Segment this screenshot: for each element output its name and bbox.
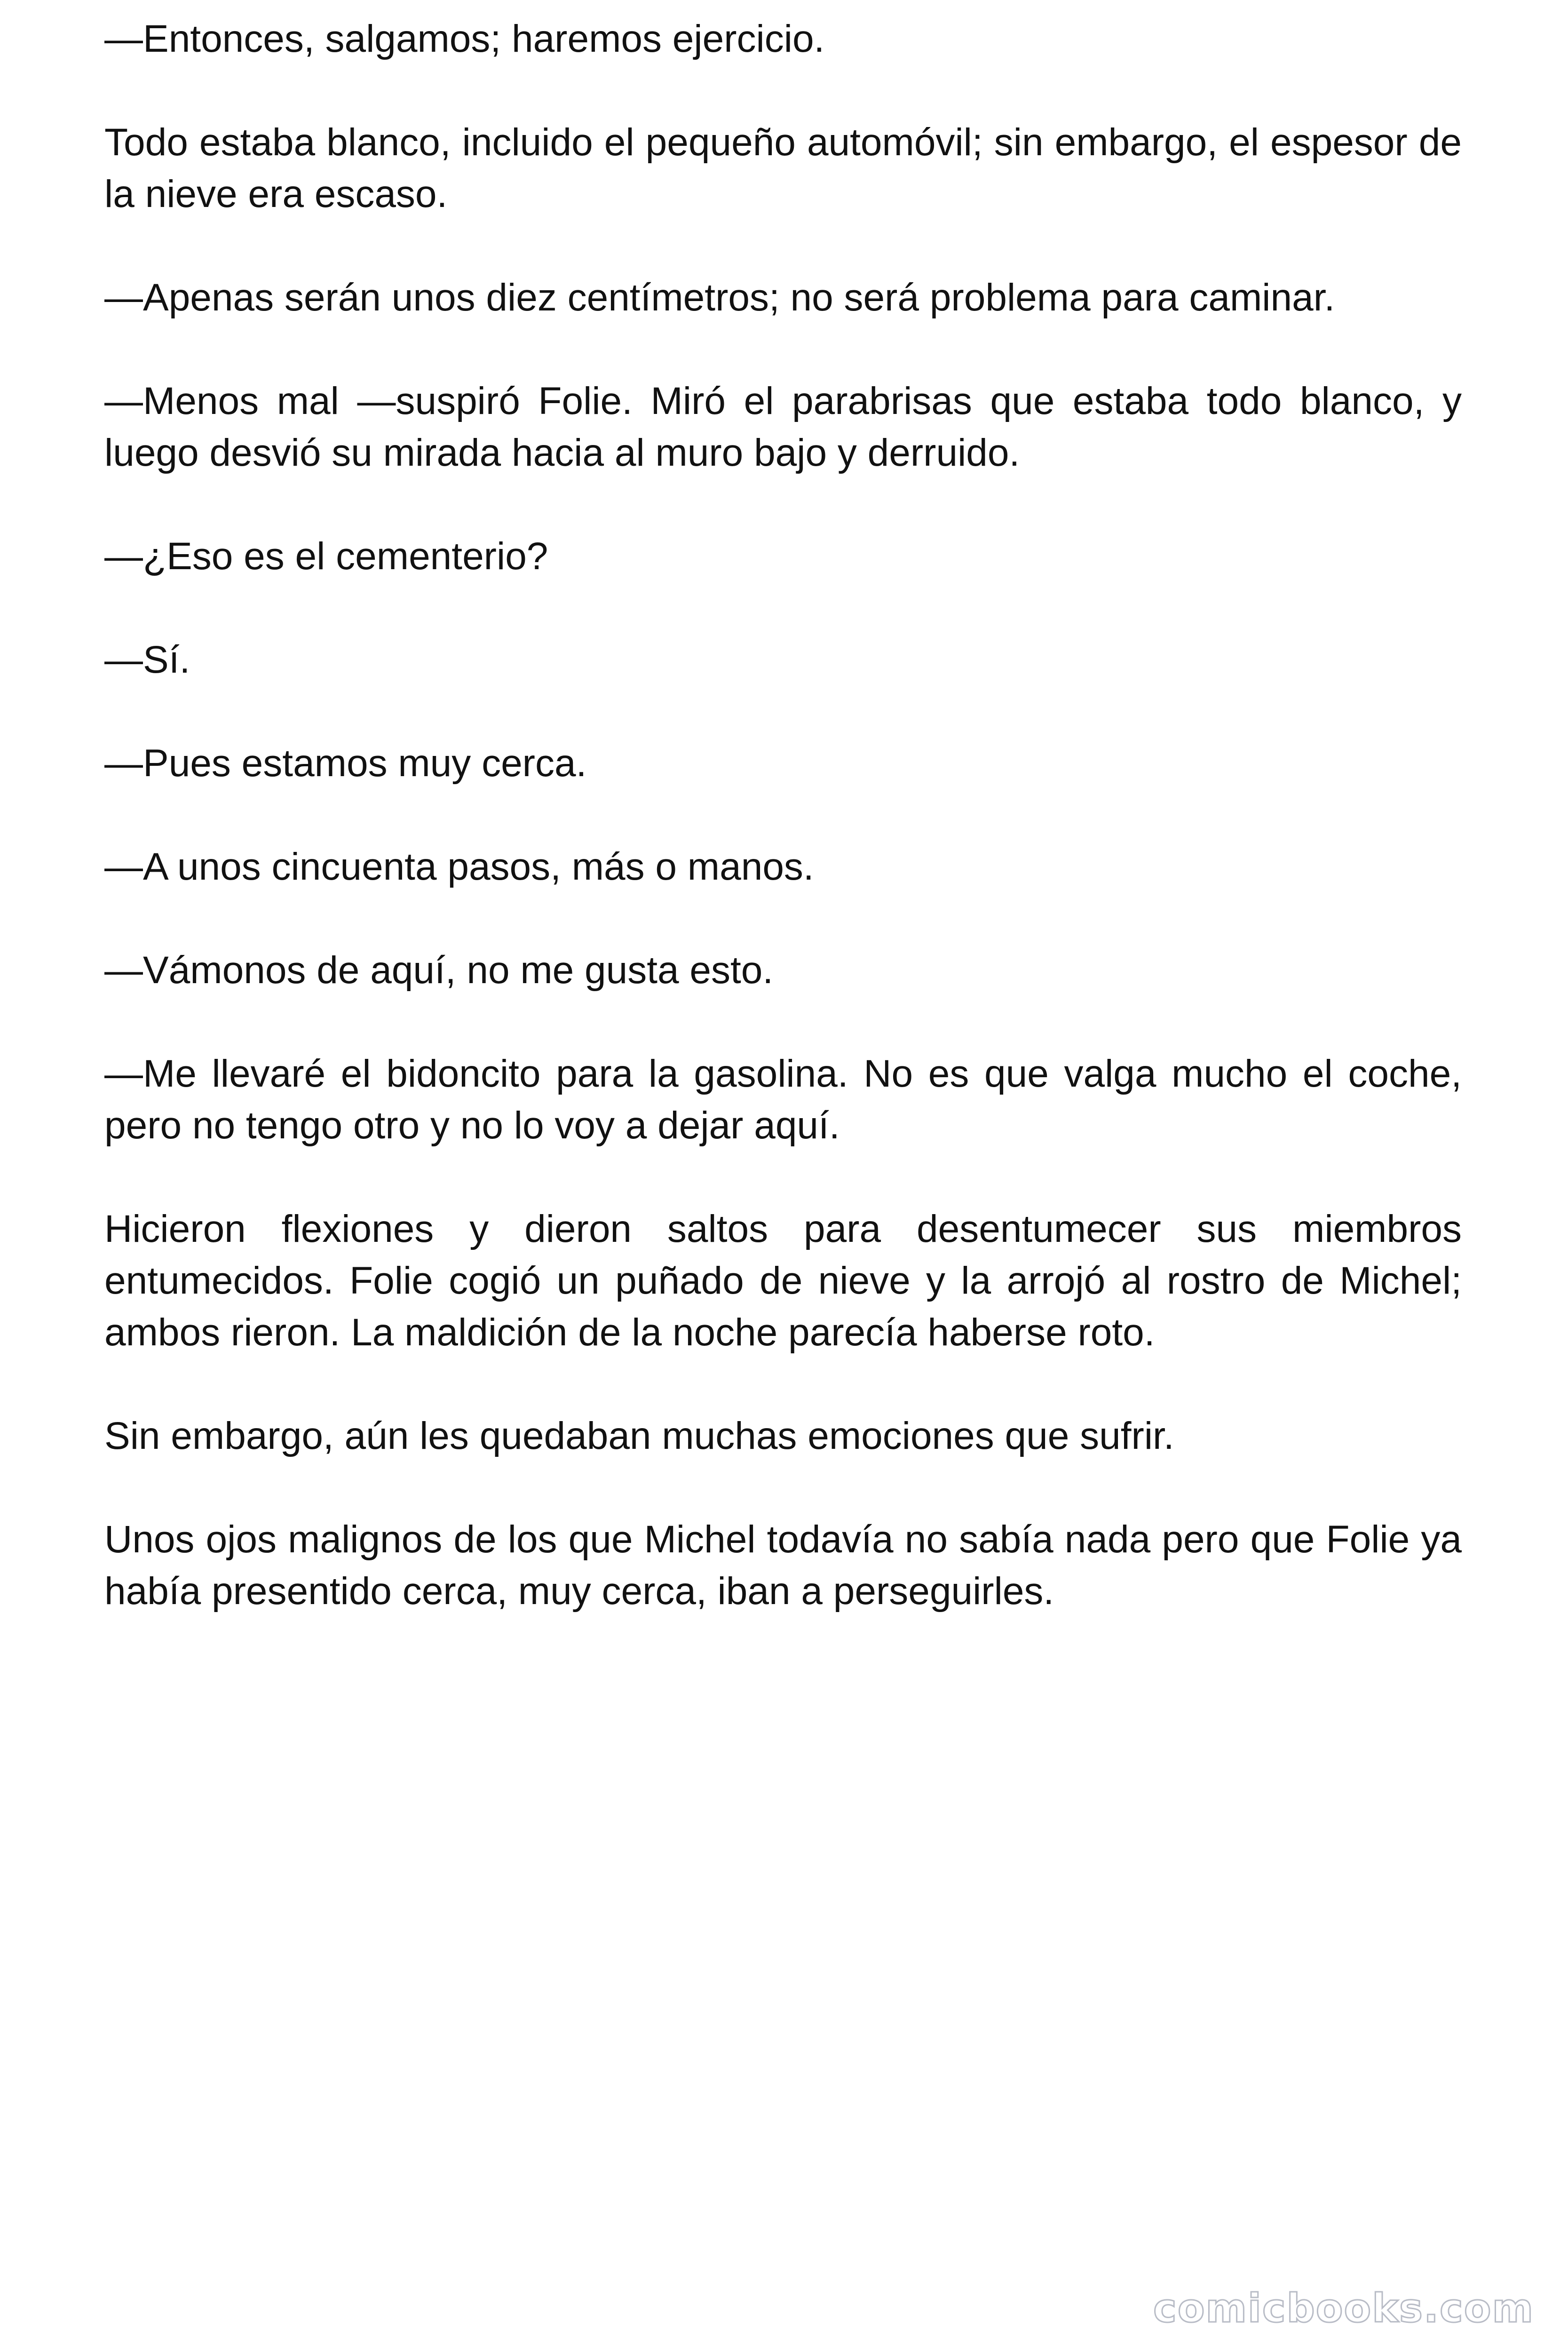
paragraph: —Me llevaré el bidoncito para la gasolina. No es que valga mucho el coche, pero no tengo otro y no lo voy a dejar aquí. xyxy=(104,1052,1462,1147)
document-body xyxy=(104,13,1462,1669)
paragraph: Sin embargo, aún les quedaban muchas emociones que sufrir. xyxy=(104,1414,1174,1457)
paragraph: —A unos cincuenta pasos, más o manos. xyxy=(104,845,814,888)
paragraph: —Entonces, salgamos; haremos ejercicio. xyxy=(104,17,825,60)
paragraph: —Apenas serán unos diez centímetros; no será problema para caminar. xyxy=(104,276,1335,319)
paragraph: —Menos mal —suspiró Folie. Miró el parabrisas que estaba todo blanco, y luego desvió su mirada hacia al muro bajo y derruido. xyxy=(104,380,1462,474)
watermark-logo: comicbooks.com xyxy=(1153,2285,1534,2331)
paragraph: Unos ojos malignos de los que Michel todavía no sabía nada pero que Folie ya había presentido cerca, muy cerca, iban a perseguirles. xyxy=(104,1518,1462,1613)
paragraph: —Sí. xyxy=(104,638,190,681)
paragraph: —Vámonos de aquí, no me gusta esto. xyxy=(104,949,774,992)
paragraph: —Pues estamos muy cerca. xyxy=(104,742,587,785)
paragraph: Hicieron flexiones y dieron saltos para desentumecer sus miembros entumecidos. Folie cogió un puñado de nieve y la arrojó al rostro de Michel; ambos rieron. La maldición de la noche parecía haberse roto. xyxy=(104,1208,1462,1354)
paragraph: Todo estaba blanco, incluido el pequeño automóvil; sin embargo, el espesor de la nieve era escaso. xyxy=(104,121,1462,215)
paragraph: —¿Eso es el cementerio? xyxy=(104,535,548,578)
